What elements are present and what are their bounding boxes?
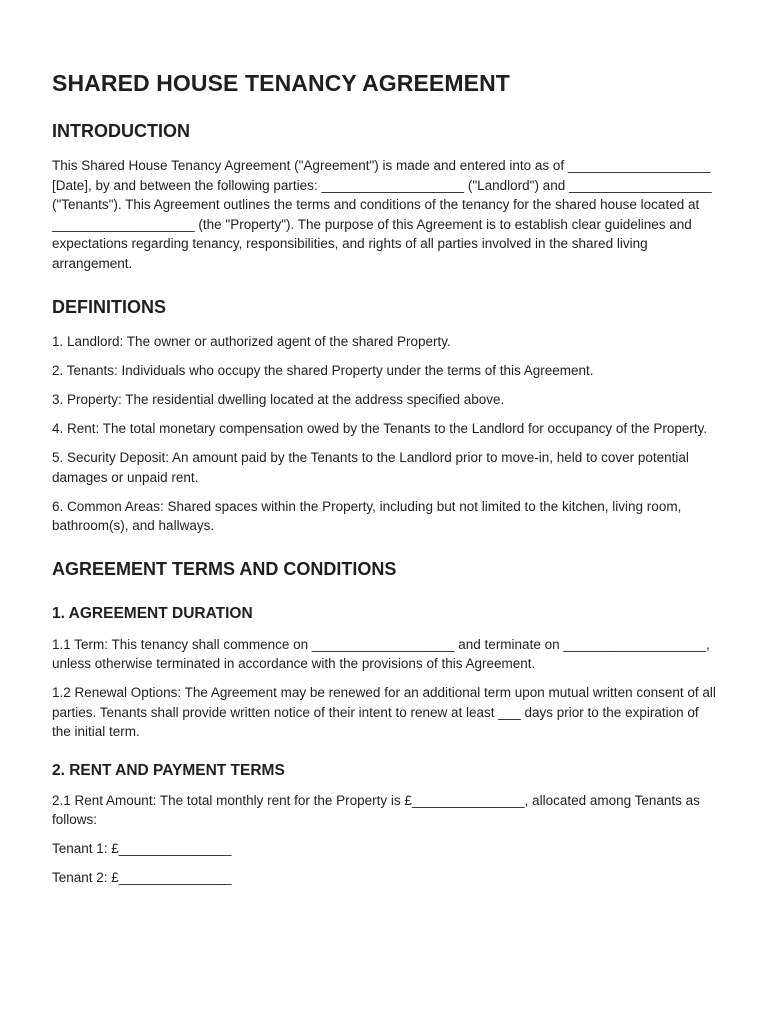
definition-item: 3. Property: The residential dwelling located at the address specified above. <box>52 392 505 407</box>
rent-amount-clause: 2.1 Rent Amount: The total monthly rent for the Property is £_______________, allocated among Tenants as follows: <box>52 792 700 827</box>
introduction-heading: INTRODUCTION <box>52 121 190 141</box>
tenant-2-rent: Tenant 2: £_______________ <box>52 870 232 885</box>
definitions-heading: DEFINITIONS <box>52 297 167 317</box>
rent-heading: 2. RENT AND PAYMENT TERMS <box>52 761 285 779</box>
term-clause: 1.1 Term: This tenancy shall commence on ___________________ and terminate on ___________________, unless otherwise terminated in accordance with the provisions of this Agreement. <box>52 636 710 671</box>
tenant-1-rent: Tenant 1: £_______________ <box>52 841 232 856</box>
definition-item: 2. Tenants: Individuals who occupy the shared Property under the terms of this Agreement. <box>52 363 594 378</box>
definition-item: 1. Landlord: The owner or authorized agent of the shared Property. <box>52 334 451 349</box>
definition-item: 4. Rent: The total monetary compensation owed by the Tenants to the Landlord for occupancy of the Property. <box>52 421 708 436</box>
introduction-paragraph: This Shared House Tenancy Agreement ("Agreement") is made and entered into as of ___________________ [Date], by and between the following parties: ___________________ ("Landlord") and ___________________ ("Tenants"). This Agreement outlines the terms and conditions of the tenancy for the shared house located at ___________________ (the "Property"). The purpose of this Agreement is to establish clear guidelines and expectations regarding tenancy, responsibilities, and rights of all parties involved in the shared living arrangement. <box>52 158 712 271</box>
duration-heading: 1. AGREEMENT DURATION <box>52 604 253 622</box>
definition-item: 5. Security Deposit: An amount paid by the Tenants to the Landlord prior to move-in, held to cover potential damages or unpaid rent. <box>52 450 689 485</box>
renewal-clause: 1.2 Renewal Options: The Agreement may be renewed for an additional term upon mutual written consent of all parties. Tenants shall provide written notice of their intent to renew at least ___ days prior to the expiration of the initial term. <box>52 685 716 739</box>
terms-heading: AGREEMENT TERMS AND CONDITIONS <box>52 558 397 579</box>
definition-item: 6. Common Areas: Shared spaces within the Property, including but not limited to the kitchen, living room, bathroom(s), and hallways. <box>52 498 682 533</box>
document-title: SHARED HOUSE TENANCY AGREEMENT <box>52 70 510 96</box>
